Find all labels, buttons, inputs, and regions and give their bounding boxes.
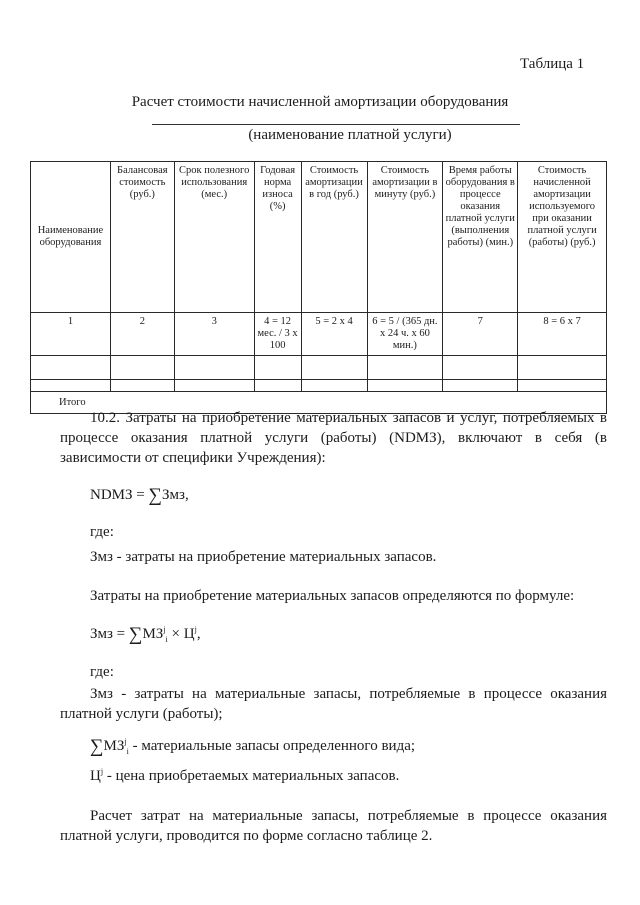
table-cell: 7 bbox=[443, 313, 518, 356]
paragraph-formula-intro: Затраты на приобретение материальных запасов определяются по формуле: bbox=[90, 588, 575, 604]
table-cell bbox=[31, 356, 111, 380]
where-label: где: bbox=[90, 664, 114, 680]
table-cell bbox=[443, 356, 518, 380]
table-cell: 2 bbox=[110, 313, 174, 356]
mz-symbol: МЗ bbox=[103, 738, 125, 754]
table-cell bbox=[254, 380, 301, 392]
column-header: Балансовая стоимость (руб.) bbox=[110, 162, 174, 313]
where-label: где: bbox=[90, 524, 114, 540]
subscript-i: i bbox=[165, 635, 168, 644]
table-row bbox=[31, 356, 607, 380]
paragraph-table-2-reference: Расчет затрат на материальные запасы, потребляемые в процессе оказания платной услуги, проводится по форме согласно таблице 2. bbox=[60, 808, 607, 844]
table-cell bbox=[254, 356, 301, 380]
formula-zmz bbox=[90, 624, 201, 645]
superscript-j: j bbox=[124, 737, 127, 746]
column-header: Срок полезного использования (мес.) bbox=[174, 162, 254, 313]
table-cell bbox=[110, 356, 174, 380]
column-header: Время работы оборудования в процессе оказания платной услуги (выполнения работы) (мин.) bbox=[443, 162, 518, 313]
table-cell bbox=[174, 380, 254, 392]
superscript-j: j bbox=[163, 625, 166, 634]
service-name-caption: (наименование платной услуги) bbox=[248, 127, 452, 143]
column-header: Годовая норма износа (%) bbox=[254, 162, 301, 313]
table-row bbox=[31, 313, 607, 356]
table-cell: 3 bbox=[174, 313, 254, 356]
definition-zmz: Змз - затраты на приобретение материальных запасов. bbox=[90, 549, 437, 565]
column-header: Стоимость амортизации в год (руб.) bbox=[301, 162, 367, 313]
page-title: Расчет стоимости начисленной амортизации оборудования bbox=[131, 94, 509, 110]
paragraph-10-2: 10.2. Затраты на приобретение материальных запасов и услуг, потребляемых в процессе оказания платной услуги (работы) (NDМЗ), включают в себя (в зависимости от специфики Учреждения): bbox=[60, 410, 607, 466]
table-cell bbox=[110, 380, 174, 392]
table-number-label: Таблица 1 bbox=[520, 56, 585, 72]
formula-lhs: NDМЗ = bbox=[90, 487, 145, 503]
table-cell bbox=[367, 356, 443, 380]
table-cell bbox=[301, 356, 367, 380]
title-underline bbox=[152, 124, 520, 125]
table-cell bbox=[31, 380, 111, 392]
subscript-i: i bbox=[126, 747, 129, 756]
table-cell bbox=[367, 380, 443, 392]
table-cell bbox=[518, 356, 607, 380]
table-cell bbox=[443, 380, 518, 392]
table-cell bbox=[301, 380, 367, 392]
formula-lhs: Змз = bbox=[90, 626, 126, 642]
column-header: Стоимость амортизации в минуту (руб.) bbox=[367, 162, 443, 313]
column-header: Наименование оборудования bbox=[31, 162, 111, 313]
sum-sign: ∑ bbox=[90, 736, 104, 757]
formula-rhs: Змз, bbox=[162, 487, 189, 503]
price-symbol: Ц bbox=[90, 768, 101, 784]
table-header-row bbox=[31, 162, 607, 313]
definition-material-costs: Змз - затраты на материальные запасы, потребляемые в процессе оказания платной услуги (работы); bbox=[60, 686, 607, 722]
formula-price: × Ц bbox=[171, 626, 195, 642]
definition-text: - цена приобретаемых материальных запасов. bbox=[103, 768, 400, 784]
definition-material-type bbox=[90, 736, 415, 757]
sum-sign: ∑ bbox=[128, 624, 143, 645]
total-label: Итого bbox=[31, 392, 607, 414]
table-cell: 8 = 6 х 7 bbox=[518, 313, 607, 356]
definition-price bbox=[90, 766, 399, 786]
sum-sign: ∑ bbox=[148, 485, 163, 506]
table-row bbox=[31, 380, 607, 392]
formula-mz: МЗ bbox=[142, 626, 164, 642]
formula-ndmz bbox=[90, 485, 189, 506]
amortization-table bbox=[30, 161, 607, 414]
column-header: Стоимость начисленной амортизации используемого при оказании платной услуги (работы) (руб.) bbox=[518, 162, 607, 313]
table-cell bbox=[518, 380, 607, 392]
table-cell: 5 = 2 х 4 bbox=[301, 313, 367, 356]
table-cell: 1 bbox=[31, 313, 111, 356]
table-cell bbox=[174, 356, 254, 380]
superscript-j: j bbox=[194, 625, 197, 634]
formula-end: , bbox=[196, 626, 201, 642]
table-cell: 4 = 12 мес. / 3 х 100 bbox=[254, 313, 301, 356]
superscript-j: j bbox=[100, 767, 104, 776]
definition-text: - материальные запасы определенного вида; bbox=[128, 738, 416, 754]
table-cell: 6 = 5 / (365 дн. х 24 ч. х 60 мин.) bbox=[367, 313, 443, 356]
